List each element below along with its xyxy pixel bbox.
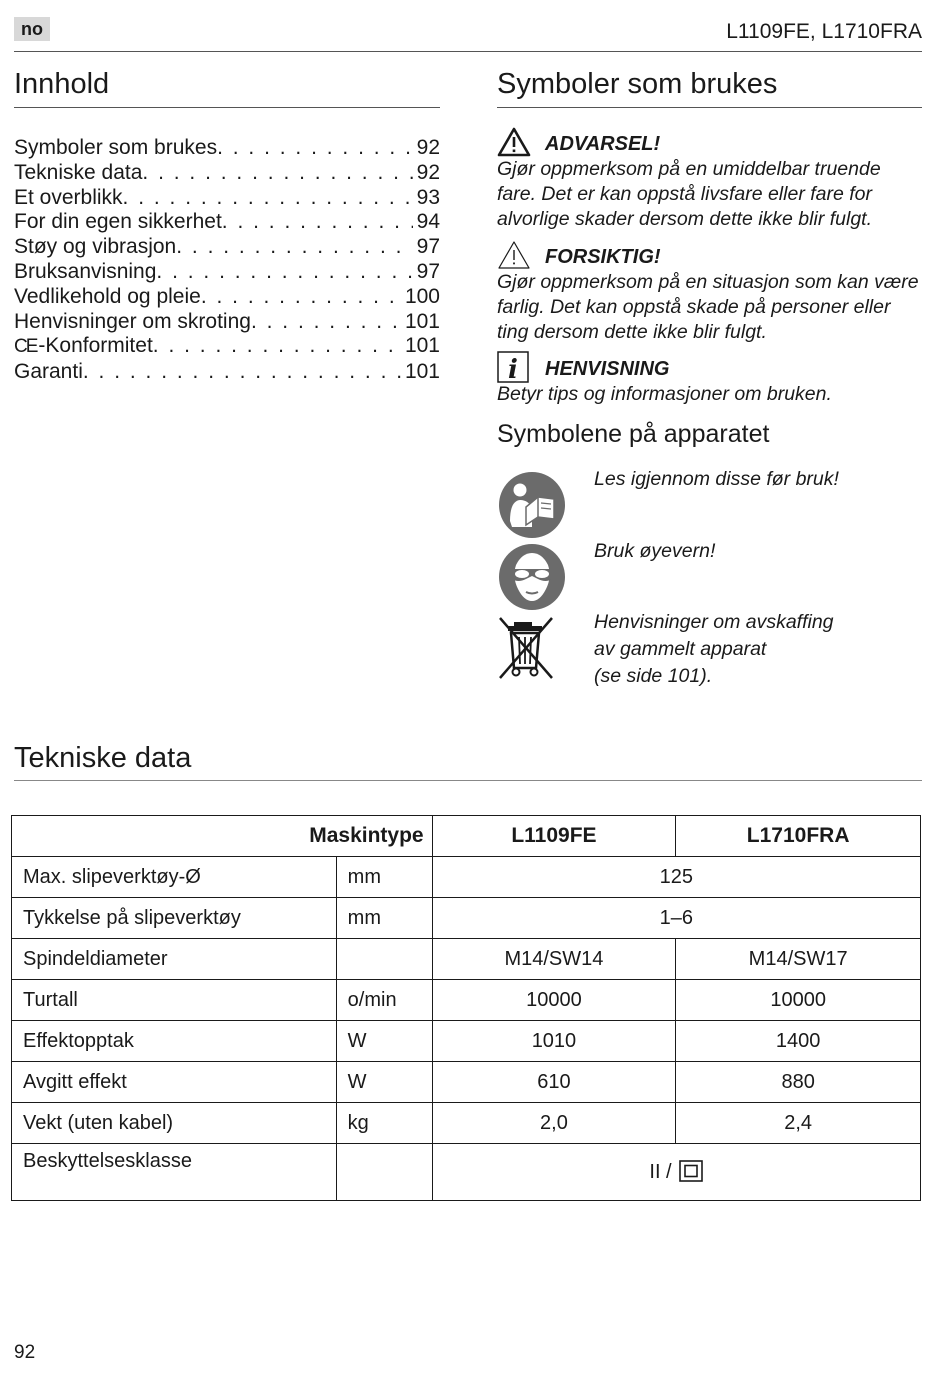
spec-unit: o/min	[336, 980, 432, 1021]
toc-item-title: Vedlikehold og pleie	[14, 284, 201, 308]
toc-item-title: Bruksanvisning	[14, 259, 157, 283]
toc-item-title: -Konformitet	[38, 334, 153, 358]
protection-class-cell	[432, 1144, 920, 1201]
table-header-row	[12, 816, 921, 857]
table-row	[12, 980, 921, 1021]
toc-item-page: 92	[416, 136, 440, 159]
spec-value: M14/SW14	[432, 939, 676, 980]
spec-value: 1–6	[432, 898, 920, 939]
spec-value: 2,4	[676, 1103, 921, 1144]
note-label: HENVISNING	[545, 357, 670, 380]
page-number: 92	[14, 1342, 36, 1363]
double-insulation-icon	[679, 1160, 703, 1182]
toc-item[interactable]	[14, 260, 440, 285]
header-divider	[14, 51, 922, 52]
language-badge: no	[14, 17, 50, 41]
toc-item-title: Symboler som brukes	[14, 136, 218, 159]
spec-unit: mm	[336, 857, 432, 898]
table-row	[12, 1103, 921, 1144]
spec-unit: mm	[336, 898, 432, 939]
toc-item[interactable]	[14, 210, 440, 235]
spec-unit: kg	[336, 1103, 432, 1144]
spec-unit: W	[336, 1062, 432, 1103]
toc-item-page: 101	[404, 360, 440, 384]
caution-label: FORSIKTIG!	[545, 245, 661, 268]
toc-item-page: 93	[416, 185, 440, 209]
spec-value: II /	[649, 1161, 672, 1183]
read-manual-icon	[498, 471, 566, 539]
toc-item-page: 92	[416, 160, 440, 184]
tech-data-title: Tekniske data	[14, 742, 192, 774]
spec-value: 880	[676, 1062, 921, 1103]
warning-block	[497, 131, 922, 232]
crossed-out-bin-icon	[498, 616, 556, 680]
toc-item-page: 97	[416, 259, 440, 283]
spec-value: M14/SW17	[676, 939, 921, 980]
toc-item[interactable]	[14, 334, 440, 360]
toc-title: Innhold	[14, 68, 110, 100]
model-2-header: L1710FRA	[676, 816, 921, 857]
spec-name: Beskyttelsesklasse	[12, 1144, 337, 1201]
spec-value: 10000	[432, 980, 676, 1021]
table-row	[12, 1144, 921, 1201]
table-row	[12, 857, 921, 898]
spec-value: 1400	[676, 1021, 921, 1062]
table-row	[12, 898, 921, 939]
spec-value: 610	[432, 1062, 676, 1103]
caution-text: Gjør oppmerksom på en situasjon som kan være farlig. Det kan oppstå skade på personer eller ting dersom dette ikke blir fulgt.	[497, 271, 919, 343]
spec-value: 125	[432, 857, 920, 898]
toc-item[interactable]	[14, 360, 440, 385]
spec-value: 1010	[432, 1021, 676, 1062]
device-symbols-title: Symbolene på apparatet	[497, 420, 770, 448]
spec-value: 10000	[676, 980, 921, 1021]
disposal-line: Henvisninger om avskaffing	[594, 611, 834, 633]
spec-unit	[336, 1144, 432, 1201]
eye-protection-text: Bruk øyevern!	[594, 540, 716, 562]
table-row	[12, 1021, 921, 1062]
toc-item-page: 97	[416, 235, 440, 259]
spec-name: Vekt (uten kabel)	[12, 1103, 337, 1144]
spec-unit	[336, 939, 432, 980]
model-1-header: L1109FE	[432, 816, 676, 857]
model-header: L1109FE, L1710FRA	[726, 20, 922, 43]
table-of-contents	[14, 136, 440, 385]
ce-mark-icon: CE	[14, 336, 37, 358]
toc-divider	[14, 107, 440, 108]
spec-name: Tykkelse på slipeverktøy	[12, 898, 337, 939]
toc-item-title: Støy og vibrasjon	[14, 235, 177, 259]
disposal-text	[594, 609, 834, 690]
toc-item-title: Et overblikk	[14, 185, 123, 209]
spec-name: Effektopptak	[12, 1021, 337, 1062]
toc-item-title: Garanti	[14, 360, 83, 384]
read-manual-text: Les igjennom disse før bruk!	[594, 468, 839, 490]
toc-item[interactable]	[14, 285, 440, 310]
table-row	[12, 939, 921, 980]
machine-type-header: Maskintype	[12, 816, 433, 857]
spec-unit: W	[336, 1021, 432, 1062]
spec-name: Max. slipeverktøy-Ø	[12, 857, 337, 898]
svg-text:i: i	[508, 355, 518, 383]
eye-protection-icon	[498, 543, 566, 611]
toc-item-title: Tekniske data	[14, 160, 143, 184]
disposal-line: av gammelt apparat	[594, 638, 767, 660]
spec-name: Turtall	[12, 980, 337, 1021]
tech-data-divider	[14, 780, 922, 781]
toc-item-page: 101	[404, 309, 440, 333]
toc-item-title: Henvisninger om skroting	[14, 309, 251, 333]
spec-name: Avgitt effekt	[12, 1062, 337, 1103]
spec-table	[11, 815, 921, 1201]
toc-item-page: 101	[404, 334, 440, 358]
toc-item[interactable]	[14, 186, 440, 211]
note-text: Betyr tips og informasjoner om bruken.	[497, 383, 832, 405]
symbols-divider	[497, 107, 922, 108]
symbols-title: Symboler som brukes	[497, 68, 778, 100]
disposal-line: (se side 101).	[594, 665, 713, 687]
toc-item-page: 94	[416, 210, 440, 234]
caution-block	[497, 244, 922, 345]
toc-item[interactable]	[14, 310, 440, 335]
toc-item-page: 100	[404, 284, 440, 308]
spec-value: 2,0	[432, 1103, 676, 1144]
toc-item[interactable]	[14, 161, 440, 186]
warning-text: Gjør oppmerksom på en umiddelbar truende fare. Det er kan oppstå livsfare eller fare for alvorlige skader dersom dette ikke blir fulgt.	[497, 158, 881, 230]
toc-item-title: For din egen sikkerhet	[14, 210, 222, 234]
toc-item[interactable]	[14, 235, 440, 260]
toc-item[interactable]	[14, 136, 440, 161]
caution-triangle-icon	[497, 240, 531, 270]
warning-triangle-icon	[497, 127, 531, 157]
note-block	[497, 356, 922, 407]
spec-name: Spindeldiameter	[12, 939, 337, 980]
table-row	[12, 1062, 921, 1103]
warning-label: ADVARSEL!	[545, 132, 661, 155]
info-icon	[497, 351, 529, 383]
